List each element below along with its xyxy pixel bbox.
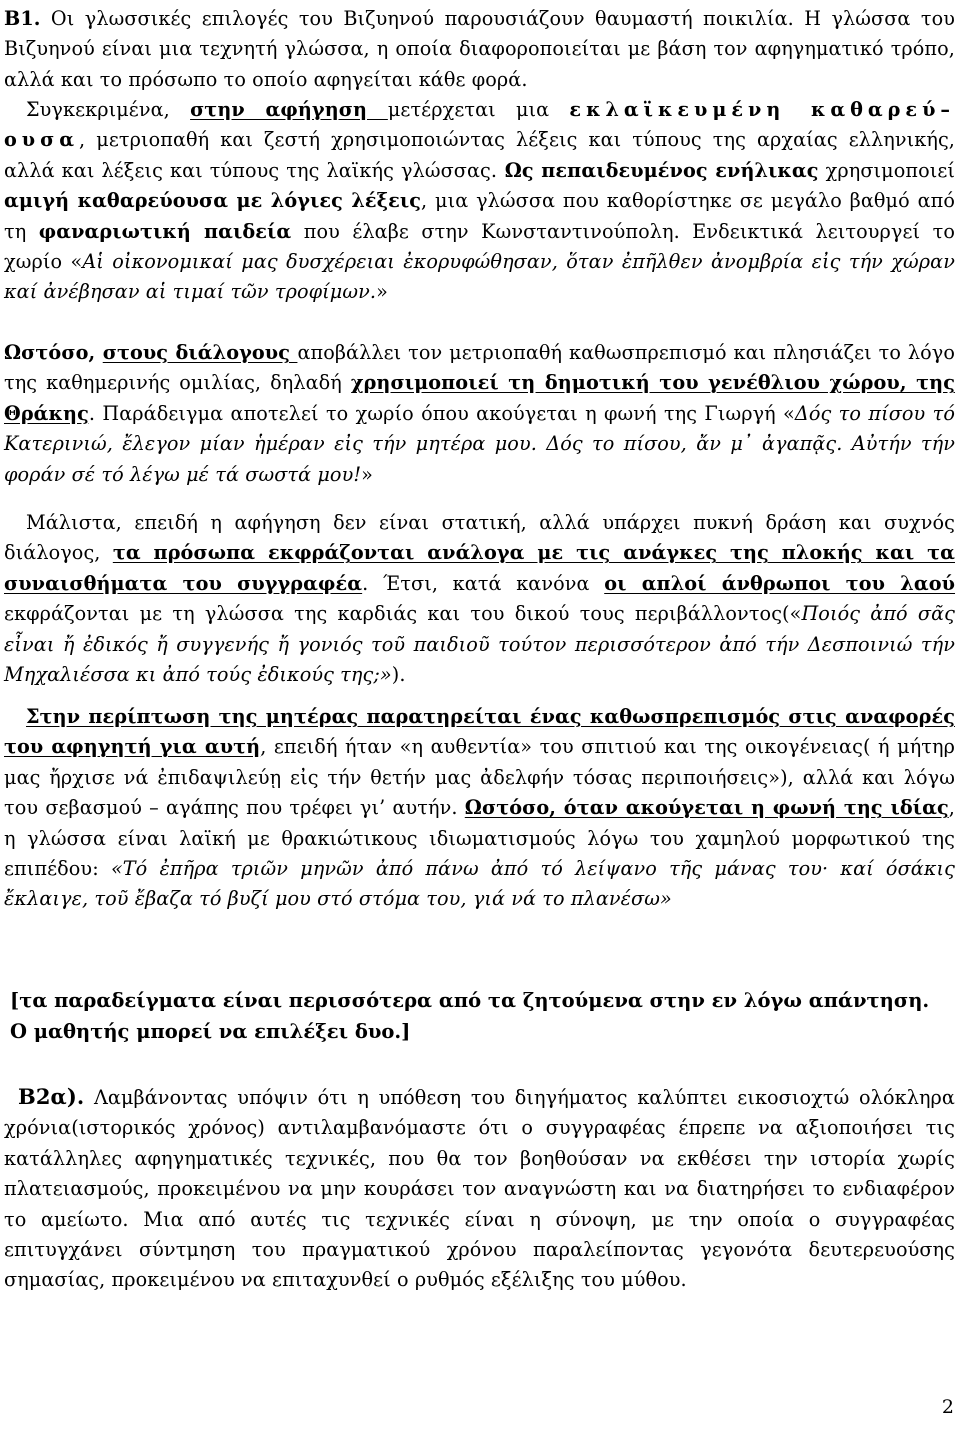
text-run: Συγκεκριμένα, — [26, 98, 191, 121]
text-run: ). — [391, 663, 406, 687]
text-run: . Παράδειγμα αποτελεί το χωρίο όπου ακούγεται η φωνή της Γιωργή « — [88, 401, 795, 425]
text-run: . Έτσι, κατά κανόνα — [362, 571, 605, 595]
paragraph-dialogues — [4, 338, 955, 490]
text-run-italic-quote: Ποιός ἀπό σᾶς εἶναι ἤ ἐδικός ἤ συγγενής ἤ γονιός τοῦ παιδιοῦ τούτον περισσότερον ἀπό τήν Δεσποινιώ τήν Μηχαλιέσσα κι ἀπό τούς ἐδικούς της;» — [4, 602, 955, 687]
text-run-italic-quote: «Τό ἐπῆρα τριῶν μηνῶν ἀπό πάνω ἀπό τό λείψανο τῆς μάνας του· καί όσάκις ἔκλαιγε, τοῦ ἔβαζα τό βυζί μου στό στόμα του, γιά νά το πλανέσω» — [4, 857, 955, 911]
page-number: 2 — [941, 1396, 954, 1418]
text-run: , μετριοπαθή και ζεστή χρησιμοποιώντας λέξεις και τύπους της αρχαίας ελληνικής, αλλά και λέξεις και τύπους της λαϊκής γλώσσας. — [4, 128, 955, 182]
paragraph-characters — [4, 508, 955, 690]
text-run: μετέρχεται μια — [387, 98, 570, 121]
text-run-bold-spaced: εκλαϊκευμένη καθαρεύ– ουσα — [4, 98, 956, 152]
text-run: » — [376, 280, 388, 304]
text-run-bold-underlined: οι απλοί άνθρωποι του λαού — [604, 571, 956, 595]
text-run-bold-underlined: χρησιμοποιεί τη δημοτική του γενέθλιου χώρου, της Θράκης — [4, 371, 955, 425]
text-run: χρησιμοποιεί — [818, 158, 956, 182]
text-run: εκφράζονται με τη γλώσσα της καρδιάς και του δικού τους περιβάλλοντος(« — [4, 602, 802, 626]
text-run-bold: αμιγή καθαρεύουσα με λόγιες λέξεις — [4, 189, 422, 213]
section-label-b2a: Β2α). — [18, 1084, 85, 1109]
text-run-bold-underlined: Στην περίπτωση της μητέρας παρατηρείται ένας καθωσπρεπισμός στις αναφορές του αφηγητή για αυτή — [4, 705, 955, 759]
text-run: , η γλώσσα είναι λαϊκή με θρακιώτικους ιδιωματισμούς λόγω του χαμηλού μορφωτικού της επιπέδου: — [4, 796, 955, 881]
text-run-bold: Ωστόσο, — [4, 341, 103, 364]
paragraph-mother — [4, 702, 955, 915]
paragraph-narration — [4, 95, 955, 308]
text-run: » — [361, 462, 374, 486]
text-run-italic-quote: Δός το πίσου τό Κατερινιώ, ἔλεγον μίαν ἡμέραν εἰς τήν μητέρα μου. Δός το πίσου, ἄν μ᾽ ἀγαπᾷς. Αὐτήν τήν φοράν σέ τό λέγω μέ τά σωστά μου! — [4, 401, 955, 486]
text-run: Λαμβάνοντας υπόψιν ότι η υπόθεση του διηγήματος καλύπτει εικοσιοχτώ ολόκληρα χρόνια(ιστορικός χρόνος) αντιλαμβανόμαστε ότι ο συγγραφέας έπρεπε να αξιοποιήσει τις κατάλληλες αφηγηματικές τεχνικές, που θα τον βοηθούσαν να εκθέσει την ιστορία χωρίς πλατειασμούς, προκειμένου να μην κουράσει τον αναγνώστη και να διατηρήσει το ενδιαφέρον το αμείωτο. Μια από αυτές τις τεχνικές είναι η σύνοψη, με την οποία ο συγγραφέας επιτυγχάνει σύντμηση του πραγματικού χρόνου παραλείποντας γεγονότα δευτερευούσης σημασίας, προκειμένου να επιταχυνθεί ο ρυθμός εξέλιξης του μύθου. — [4, 1086, 955, 1292]
note-line-2: Ο μαθητής μπορεί να επιλέξει δυο.] — [10, 1020, 411, 1043]
teacher-note — [10, 985, 955, 1047]
text-run-bold-underlined: στους διάλογους — [102, 341, 298, 364]
text-run: , μια γλώσσα που καθορίστηκε σε μεγάλο βαθμό από τη — [4, 189, 955, 243]
text-run: Μάλιστα, επειδή η αφήγηση δεν είναι στατική, αλλά υπάρχει πυκνή δράση και συχνός διάλογος, — [4, 511, 955, 565]
text-run-bold-underlined: στην αφήγηση — [190, 98, 388, 121]
note-line-1: [τα παραδείγματα είναι περισσότερα από τα ζητούμενα στην εν λόγω απάντηση. — [10, 989, 930, 1012]
paragraph-b1-intro — [4, 4, 955, 95]
text-run: Οι γλωσσικές επιλογές του Βιζυηνού παρουσιάζουν θαυμαστή ποικιλία. Η γλώσσα του Βιζυηνού είναι μια τεχνητή γλώσσα, η οποία διαφοροποιείται με βάση τον αφηγηματικό τρόπο, αλλά και το πρόσωπο το οποίο αφηγείται κάθε φορά. — [4, 7, 955, 91]
text-run-bold-underlined: Ωστόσο, όταν ακούγεται η φωνή της ιδίας — [464, 796, 949, 820]
text-run-italic-quote: Αἱ οἰκονομικαί μας δυσχέρειαι ἐκορυφώθησαν, ὅταν ἐπῆλθεν ἀνομβρία εἰς τήν χώραν καί ἀνέβησαν αἱ τιμαί τῶν τροφίμων. — [4, 250, 955, 304]
text-run: , επειδή ήταν «η αυθεντία» του σπιτιού και της οικογένειας( ή μήτηρ μας ἤρχισε νά ἐπιδαψιλεύῃ εἰς τήν θετήν μας ἀδελφήν τόσας περιποιήσεις»), αλλά και λόγω του σεβασμού – αγάπης που τρέφει γι’ αυτήν. — [4, 735, 955, 820]
text-run: αποβάλλει τον μετριοπαθή καθωσπρεπισμό και πλησιάζει το λόγο της καθημερινής ομιλίας, δηλαδή — [4, 341, 956, 395]
text-run: που έλαβε στην Κωνσταντινούπολη. Ενδεικτικά λειτουργεί το χωρίο « — [4, 219, 955, 274]
section-label-b1: B1. — [4, 7, 41, 30]
text-run-bold: Ως πεπαιδευμένος ενήλικας — [497, 158, 819, 182]
paragraph-b2a — [4, 1082, 955, 1296]
text-run-bold: φαναριωτική παιδεία — [38, 219, 292, 243]
text-run-bold-underlined: τα πρόσωπα εκφράζονται ανάλογα με τις ανάγκες της πλοκής και τα συναισθήματα του συγγραφέα — [4, 541, 955, 595]
